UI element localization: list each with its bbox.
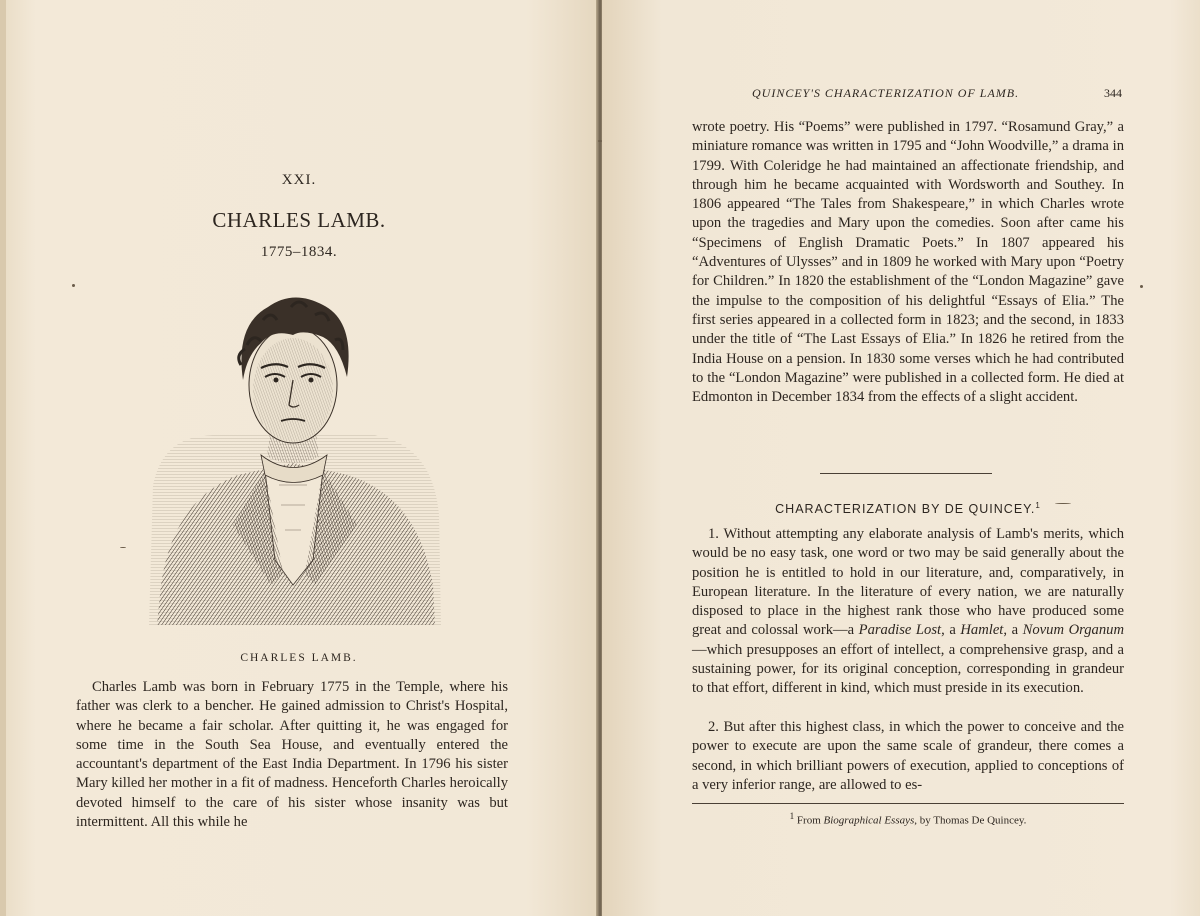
essay-paragraph-1 [692,525,1124,699]
essay-text: 1. Without attempting any elaborate analysis of Lamb's merits, which would be no easy task, one word or two may be said generally about the position he is entitled to hold in our literature, and, comparatively, in European literature. In the literature of every nation, we are naturally disposed to place in the highest rank those who have produced some great and colossal work—a [692,526,1124,639]
running-head: QUINCEY'S CHARACTERIZATION OF LAMB. [752,86,1020,100]
pencil-mark [1055,503,1071,504]
work-title: Hamlet [960,622,1004,639]
footnote-text: From [794,814,824,827]
speck [72,284,75,287]
essay-text: —which presupposes an effort of intellect, a comprehensive grasp, and a sustaining power, for its original conception, corresponding in grandeur to that effort, different in kind, which must preside in its execution. [692,641,1124,697]
footnote-mark: 1 [789,811,795,821]
footnote-source: Biographical Essays [823,814,915,827]
speck [1140,285,1143,288]
page-number: 344 [1104,86,1122,100]
separator: , a [1003,622,1023,639]
speck [120,547,126,548]
work-title: Novum Organum [1022,622,1124,639]
separator: , a [941,622,961,639]
essay-paragraph-2: 2. But after this highest class, in which the power to conceive and the power to execute are upon the same scale of grandeur, there comes a second, in which brilliant powers of execution, applied to conceptions of a very inferior range, are allowed to es- [692,719,1124,793]
footnote-rule [692,803,1124,804]
section-heading-text: CHARACTERIZATION BY DE QUINCEY. [775,502,1036,517]
speck [598,140,602,142]
footnote [692,811,1124,827]
page-edge [0,0,6,916]
life-years: 1775–1834. [260,244,338,260]
chapter-title: CHARLES LAMB. [212,208,386,232]
section-divider [820,473,992,474]
biography-continuation: wrote poetry. His “Poems” were published in 1797. “Rosamund Gray,” a miniature romance was written in 1795 and “John Woodville,” a drama in 1799. With Coleridge he had maintained an affectionate friendship, and through him he became acquainted with Wordsworth and Southey. In 1806 appeared “The Tales from Shakespeare,” in which Charles wrote upon the tragedies and Mary upon the comedies. Soon after came his “Specimens of English Dramatic Poets.” In 1807 appeared his “Adventures of Ulysses” and in 1809 he worked with Mary upon “Poetry for Children.” In 1820 the establishment of the “London Magazine” gave the impulse to the composition of his delightful “Essays of Elia.” The first series appeared in a collected form in 1823; and the second, in 1833 under the title of “The Last Essays of Elia.” In 1826 he retired from the India House on a pension. In 1830 some verses which he had contributed to the “London Magazine” were published in a collected form. He died at Edmonton in December 1834 from the effects of a slight accident. [692,119,1124,406]
work-title: Paradise Lost [858,622,942,639]
left-page [0,0,598,916]
footnote-text: , by Thomas De Quincey. [914,814,1027,827]
chapter-number: XXI. [281,172,317,188]
portrait-engraving [143,285,445,625]
biography-paragraph: Charles Lamb was born in February 1775 in the Temple, where his father was clerk to a bencher. He gained admission to Christ's Hospital, where he became a fair scholar. After quitting it, he was engaged for some time in the South Sea House, and eventually entered the accountant's department of the East India Department. In 1796 his sister Mary killed her mother in a fit of madness. Henceforth Charles heroically devoted himself to the care of his sister whose insanity was but intermittent. All this while he [76,679,508,831]
footnote-reference: 1 [1035,501,1041,510]
portrait-caption: CHARLES LAMB. [240,652,358,664]
